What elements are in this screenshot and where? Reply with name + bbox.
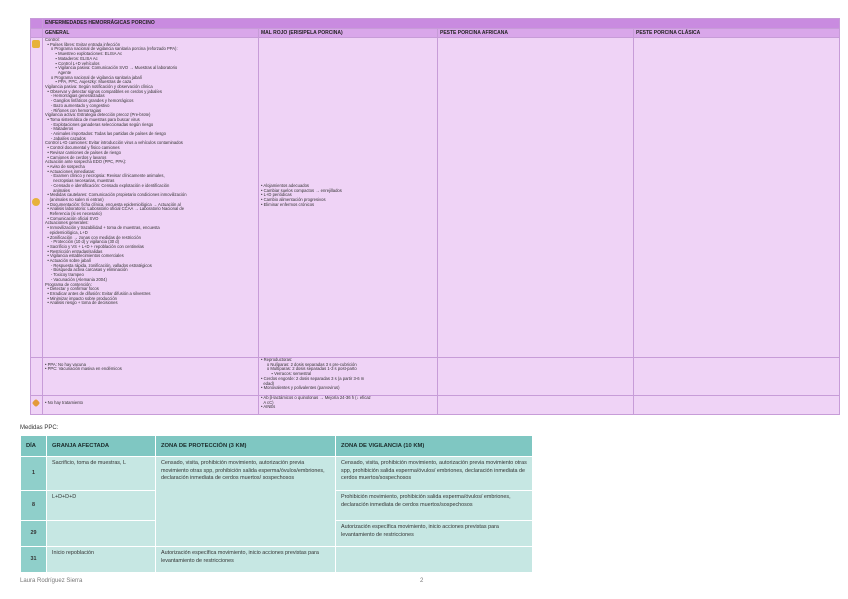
- row-icons: [31, 38, 43, 358]
- ppc-header-row: [21, 436, 533, 457]
- ppc-vaccination-text: [634, 358, 840, 396]
- lightbulb-icon: [32, 198, 40, 206]
- pencil-icon: [32, 399, 40, 407]
- header-ppc: PESTE PORCINA CLÁSICA: [634, 29, 840, 38]
- ppc-measures-table: [20, 435, 533, 573]
- ppc-day: 8: [21, 491, 47, 521]
- ppc-granja: [47, 521, 156, 547]
- ppc-header-granja: GRANJA AFECTADA: [47, 436, 156, 457]
- ppc-proteccion: Autorización específica movimiento, inicio acciones previstas para levantamiento de restricciones: [156, 547, 336, 573]
- ppc-vigilancia: Prohibición movimiento, prohibición salida esperma/óvulos/ embriones, declaración inmediata de cerdos muertos/sospechosos: [336, 491, 533, 521]
- ppc-day: 29: [21, 521, 47, 547]
- ppc-header-day: DÍA: [21, 436, 47, 457]
- footer-author: Laura Rodríguez Sierra: [20, 578, 83, 584]
- table-title: ENFERMEDADES HEMORRÁGICAS PORCINO: [43, 19, 840, 29]
- ppa-control-text: [438, 38, 634, 358]
- ppa-vaccination-text: [438, 358, 634, 396]
- ppa-treatment-text: [438, 396, 634, 415]
- ppc-control-text: [634, 38, 840, 358]
- ppc-vigilancia: Censado, visita, prohibición movimiento, autorización previa movimiento otras spp, prohibición salida esperma/óvulos/ embriones, declaración inmediata de cerdos muertos/sospechosos: [336, 457, 533, 491]
- mal-rojo-vaccination-text: • Reproductoras: o Nulíparas: 2 dosis separadas 3 s pre-cubrición o Multíparas: 2 dosis separadas 1-3 s post-parto ▪ Verracos: semestral • Cerdos engorde: 2 dosis separadas 3 s (a partir 3-6 m edad) • Monovalentes y polivalentes (parvovirus): [259, 358, 438, 396]
- ppc-granja: L+D+D+D: [47, 491, 156, 521]
- table-title-row: [31, 19, 840, 29]
- ppc-header-vigilancia: ZONA DE VIGILANCIA (10 KM): [336, 436, 533, 457]
- header-ppa: PESTE PORCINA AFRICANA: [438, 29, 634, 38]
- ppc-caption: Medidas PPC:: [20, 425, 59, 431]
- header-general: GENERAL: [43, 29, 259, 38]
- ppc-granja: Sacrificio, toma de muestras, L: [47, 457, 156, 491]
- table-row: [21, 547, 533, 573]
- ppc-treatment-text: [634, 396, 840, 415]
- mal-rojo-treatment-text: • Ab β-lactámicos o quinolonas → Mejoría 24-36 h (↓ eficaz A cC) • AINEs: [259, 396, 438, 415]
- row-control: [31, 38, 840, 358]
- ppc-vigilancia: Autorización específica movimiento, inicio acciones previstas para levantamiento de restricciones: [336, 521, 533, 547]
- general-vaccination-text: • PPA: No hay vacuna • PPC: Vacunación masiva en endémicos: [43, 358, 259, 396]
- disease-table: [30, 18, 840, 415]
- ppc-header-proteccion: ZONA DE PROTECCIÓN (3 KM): [156, 436, 336, 457]
- general-control-text: Control: • Países libres: Evitar entrada infección o Programa nacional de vigilancia sanitaria porcina (reforzado PPA): ▪ Muestreo explotaciones: ELISA Ac ▪ Mataderos: ELISA Ac ▪ Control L+D vehículos ▪ Vigilancia pasiva: Comunicación SVO → Muestras al laboratorio Agente o Programa nacional de vigilancia sanitaria jabalí ▪ PPA, PPC, Aujeszky: Muestras de caza Vigilancia pasiva: Según notificación y observación clínica • Observar y detectar signos compatibles en cerdos y jabalíes - Hemorragias generalizadas - Ganglios linfáticos grandes y hemorrágicos - Bazo aumentado y congestivo - Riñones con hemorragias Vigilancia activa: Estrategia detección precoz (Pre-brote) • Toma sistemática de muestras para buscar virus - Explotaciones ganaderas seleccionadas según riesgo - Mataderos - Animales importados: Todas las partidas de países de riesgo - Jabalíes cazados Control L+D camiones: Evitar introducción virus a vehículos contaminados • Control documental y físico camiones • Revisar camiones de países de riesgo • Camiones de cerdos y lavaros Actuación ante sospecha EDO (PPC, PPA): • Aviso de sospecha • Actuaciones inmediatas: - Examen clínico y necropsia: Revisar clínicamente animales, necropsias necesarias, muestras - Censado e identificación: Censado explotación e identificación animales • Medidas cautelares: Comunicación propietario condiciones inmovilización (animales no salen ni entran) • Documentación: ficha clínica, encuesta epidemiológica → Actuación al • Análisis laboratorio: Laboratorio oficial CCAA → Laboratorio Nacional de Referencia (si es necesario) • Comunicación oficial SVO Actuaciones generales: • Inmovilización y trazabilidad + toma de muestras, encuesta epidemiológica, L+D • Zonificación → zonas con medidas de restricción - Protección (10 d) y vigilancia (30 d) • Sacrificio y VS + L+D + repoblación con centinelas • Restricción entradas/salidas • Vigilancia establecimientos comerciales • Actuación sobre jabalí - Respuesta rápida, zonificación, vallados estratégicos - Búsqueda activa carcasas y eliminación - Toxicoy trampeo - Vacunación (Alemania 2004) Programa de contención: • Detectar y confirmar focos • Erradicar antes de difusión: Evitar difusión a silvestres • Minimizar impacto sobre producción • Análisis riesgo + toma de decisiones: [43, 38, 259, 358]
- mal-rojo-control-text: • Alojamientos adecuados • Cambiar suelos compactos → enrejillados • L+D periódicas • Cambio alimentación progresivos • Eliminar enfermos crónicos: [259, 38, 438, 358]
- header-mal-rojo: MAL ROJO (ERISIPELA PORCINA): [259, 29, 438, 38]
- ppc-day: 1: [21, 457, 47, 491]
- ppc-vigilancia: [336, 547, 533, 573]
- ppc-granja: Inicio repoblación: [47, 547, 156, 573]
- row-treatment: [31, 396, 840, 415]
- table-header-row: [31, 29, 840, 38]
- ppc-proteccion-merged: Censado, visita, prohibición movimiento, autorización previa movimiento otras spp, prohibición salida esperma/óvulos/embriones, declaración inmediata de cerdos muertos/ sospechosos: [156, 457, 336, 547]
- row-vaccination: [31, 358, 840, 396]
- ppc-day: 31: [21, 547, 47, 573]
- checklist-icon: [32, 40, 40, 48]
- page-number: 2: [420, 578, 424, 584]
- general-treatment-text: • No hay tratamiento: [43, 396, 259, 415]
- table-row: [21, 457, 533, 491]
